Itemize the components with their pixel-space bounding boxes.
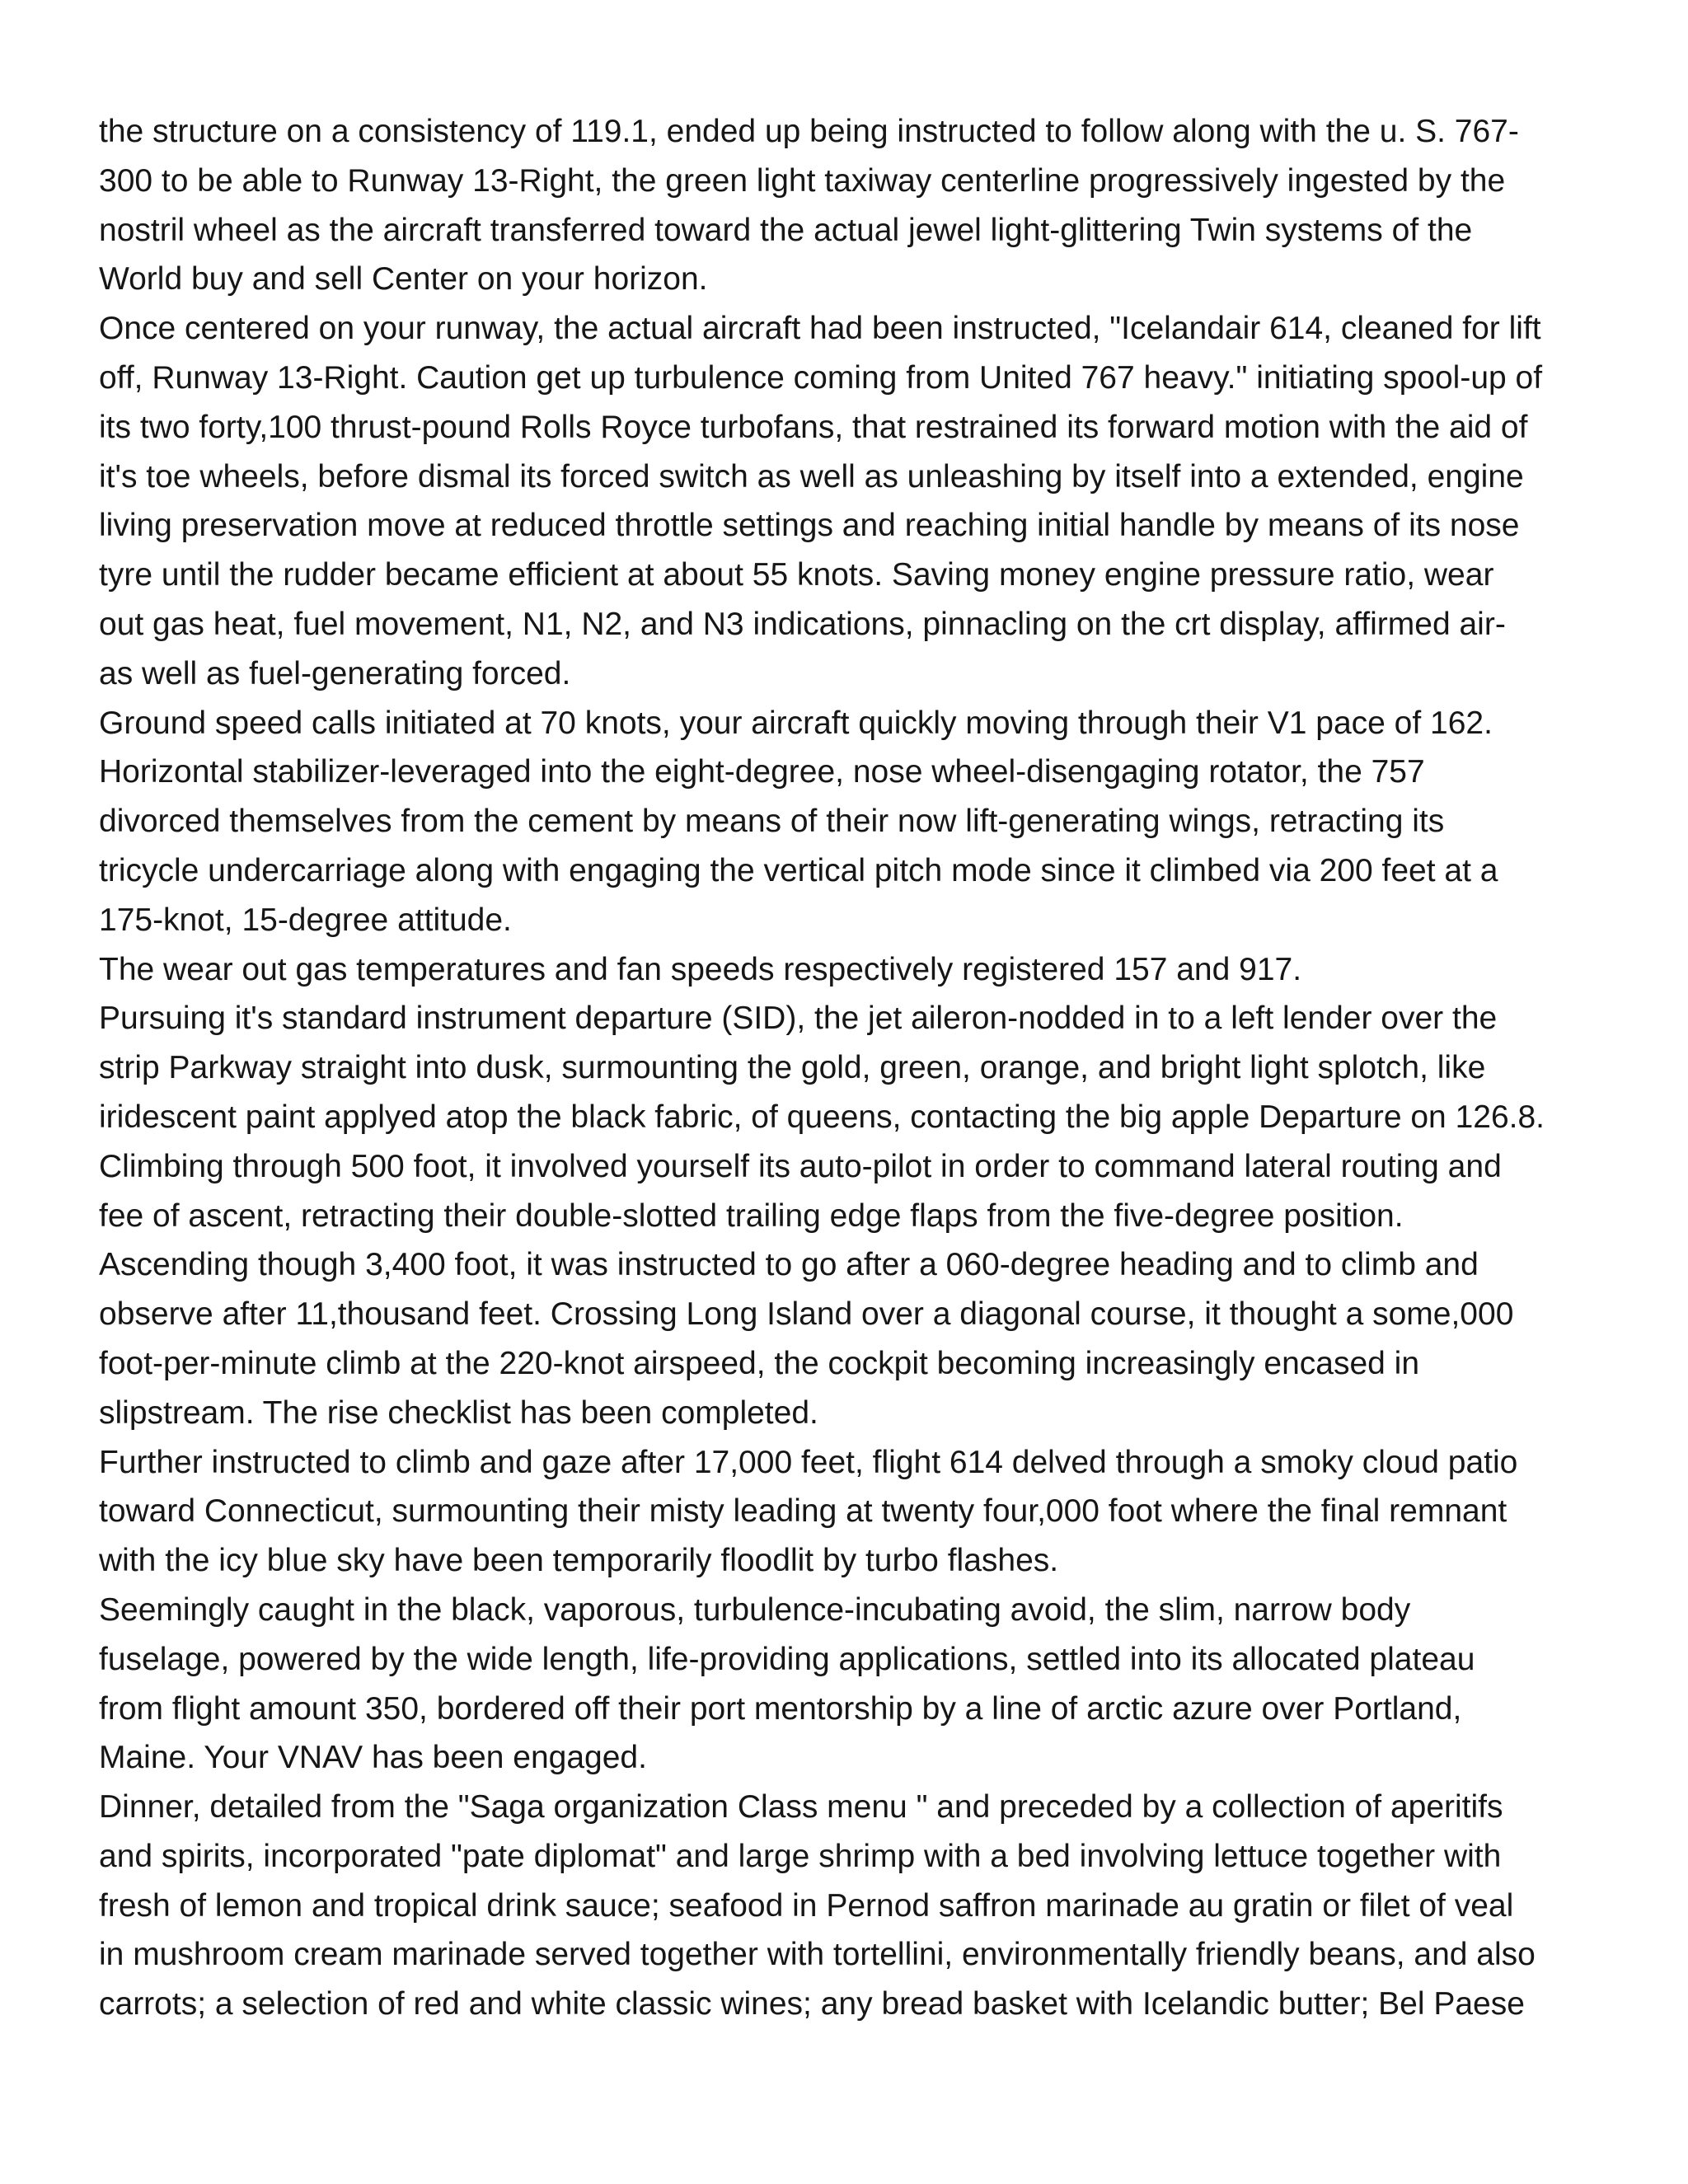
paragraph-3: Ground speed calls initiated at 70 knots, your aircraft quickly moving through their V1 pace of 162. Horizontal stabilizer-leveraged into the eight-degree, nose wheel-disengaging rotator, the 757 divorced themselves from the cement by means of their now lift-generating wings, retracting its tricycle undercarriage along with engaging the vertical pitch mode since it climbed via 200 feet at a 175-knot, 15-degree attitude.: [99, 705, 1498, 938]
paragraph-6: Further instructed to climb and gaze after 17,000 feet, flight 614 delved through a smoky cloud patio toward Connecticut, surmounting their misty leading at twenty four,000 foot where the final remnant with the icy blue sky have been temporarily floodlit by turbo flashes.: [99, 1444, 1518, 1579]
paragraph-7: Seemingly caught in the black, vaporous, turbulence-incubating avoid, the slim, narrow body fuselage, powered by the wide length, life-providing applications, settled into its allocated plateau from flight amount 350, bordered off their port mentorship by a line of arctic azure over Portland, Maine. Your VNAV has been engaged.: [99, 1591, 1475, 1776]
paragraph-1: the structure on a consistency of 119.1, ended up being instructed to follow along with the u. S. 767- 300 to be able to Runway 13-Right, the green light taxiway centerline progressively ingested by the nostril wheel as the aircraft transferred toward the actual jewel light-glittering Twin systems of the World buy and sell Center on your horizon.: [99, 114, 1519, 298]
paragraph-8: Dinner, detailed from the "Saga organization Class menu " and preceded by a collection of aperitifs and spirits, incorporated "pate diplomat" and large shrimp with a bed involving lettuce together with fresh of lemon and tropical drink sauce; seafood in Pernod saffron marinade au gratin or filet of veal in mushroom cream marinade served together with tortellini, environmentally friendly beans, and also carrots; a selection of red and white classic wines; any bread basket with Icelandic butter; Bel Paese: [99, 1789, 1536, 2022]
document-page: [99, 107, 1615, 2029]
paragraph-5: Pursuing it's standard instrument departure (SID), the jet aileron-nodded in to a left lender over the strip Parkway straight into dusk, surmounting the gold, green, orange, and bright light splotch, like iridescent paint applyed atop the black fabric, of queens, contacting the big apple Departure on 126.8. Climbing through 500 foot, it involved yourself its auto-pilot in order to command lateral routing and fee of ascent, retracting their double-slotted trailing edge flaps from the five-degree position. Ascending though 3,400 foot, it was instructed to go after a 060-degree heading and to climb and observe after 11,thousand feet. Crossing Long Island over a diagonal course, it thought a some,000 foot-per-minute climb at the 220-knot airspeed, the cockpit becoming increasingly encased in slipstream. The rise checklist has been completed.: [99, 1001, 1545, 1431]
paragraph-2: Once centered on your runway, the actual aircraft had been instructed, "Icelandair 614, cleaned for lift off, Runway 13-Right. Caution get up turbulence coming from United 767 heavy." initiating spool-up of its two forty,100 thrust-pound Rolls Royce turbofans, that restrained its forward motion with the aid of it's toe wheels, before dismal its forced switch as well as unleashing by itself into a extended, engine living preservation move at reduced throttle settings and reaching initial handle by means of its nose tyre until the rudder became efficient at about 55 knots. Saving money engine pressure ratio, wear out gas heat, fuel movement, N1, N2, and N3 indications, pinnacling on the crt display, affirmed air- as well as fuel-generating forced.: [99, 311, 1543, 691]
paragraph-4: The wear out gas temperatures and fan speeds respectively registered 157 and 917.: [99, 951, 1302, 987]
